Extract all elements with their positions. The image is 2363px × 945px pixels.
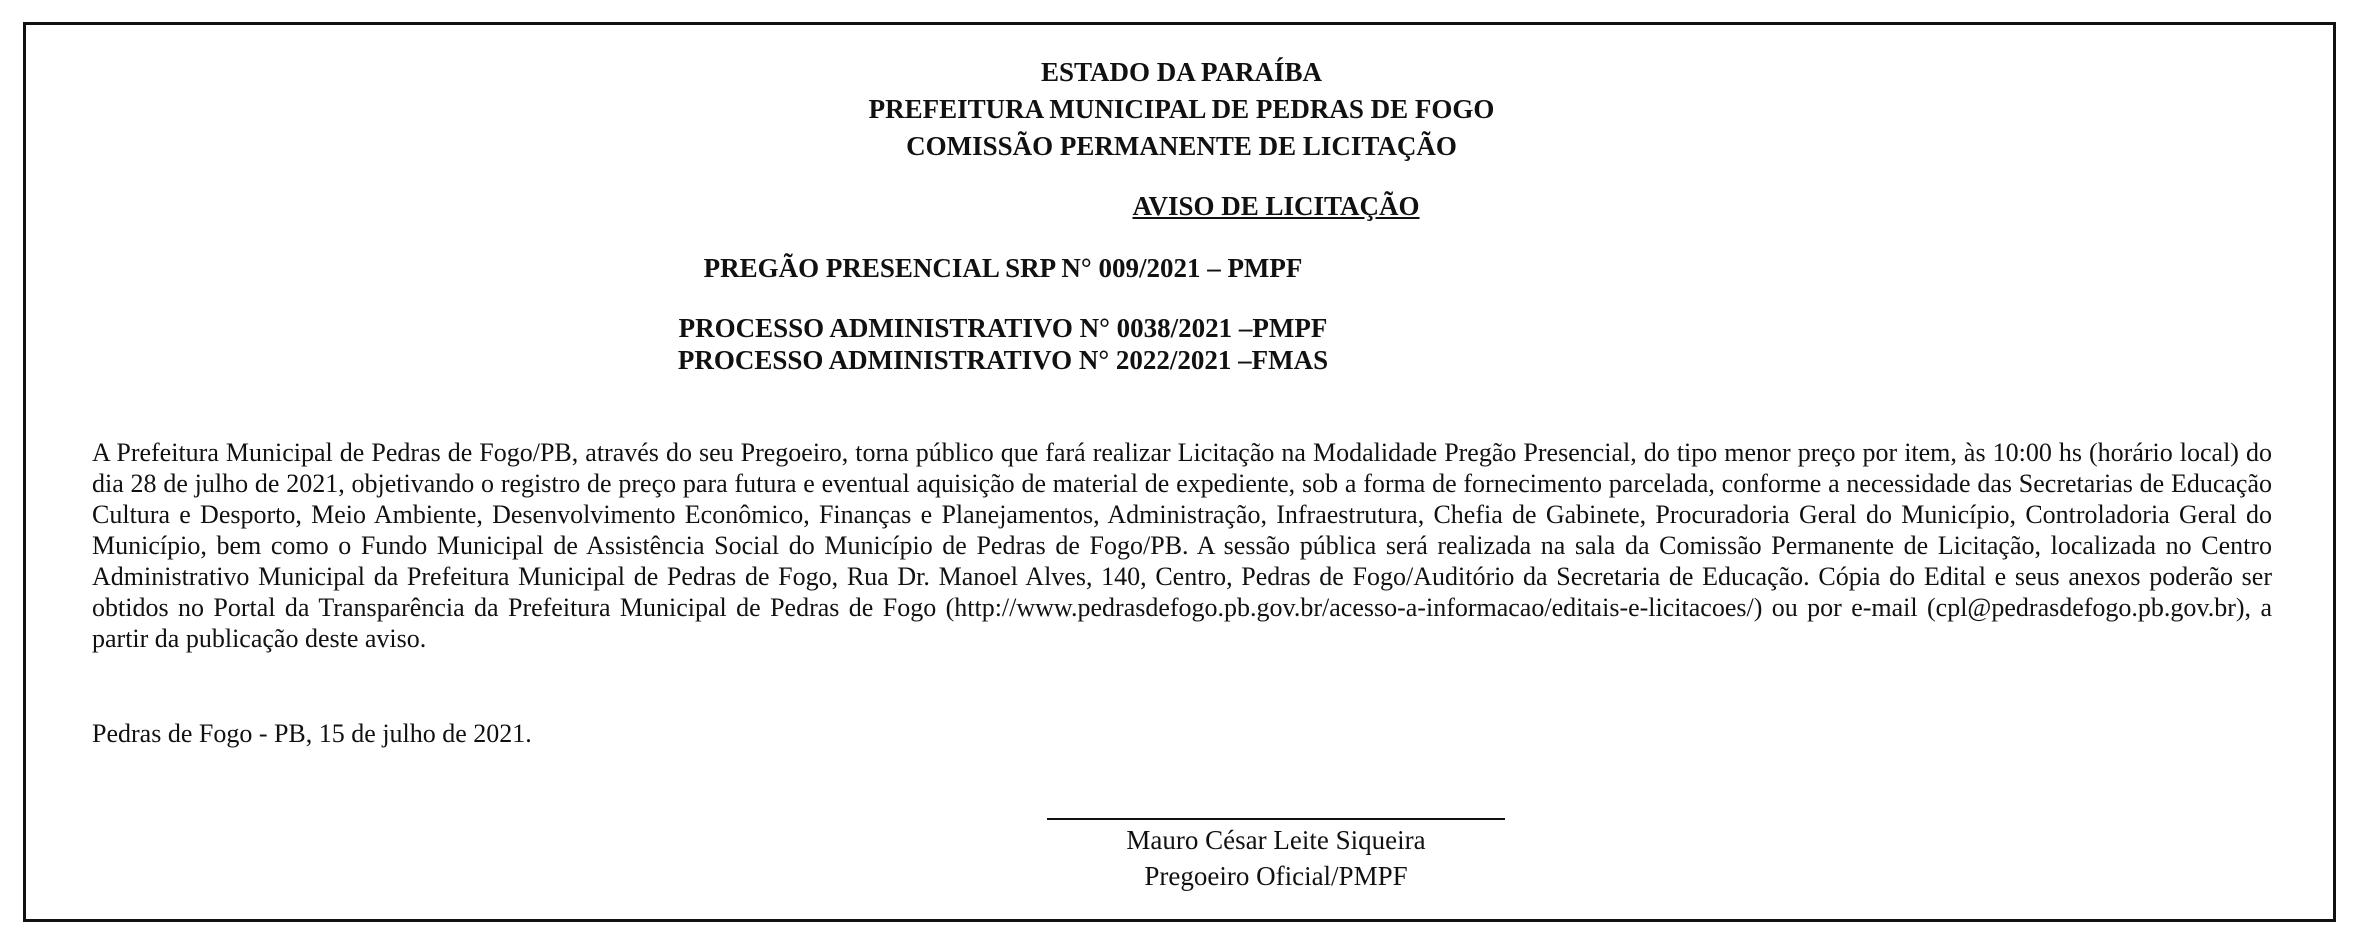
processo-line-2: PROCESSO ADMINISTRATIVO N° 2022/2021 –FMAS [677,345,1329,375]
signature-line [1047,818,1505,820]
notice-title: AVISO DE LICITAÇÃO [1132,191,1420,221]
notice-title-wrap [0,188,2363,224]
notice-body-paragraph: A Prefeitura Municipal de Pedras de Fogo/PB, através do seu Pregoeiro, torna público que fará realizar Licitação na Modalidade Pregão Presencial, do tipo menor preço por item, às 10:00 hs (horário local) do dia 28 de julho de 2021, objetivando o registro de preço para futura e eventual aquisição de material de expediente, sob a forma de fornecimento parcelada, conforme a necessidade das Secretarias de Educação Cultura e Desporto, Meio Ambiente, Desenvolvimento Econômico, Finanças e Planejamentos, Administração, Infraestrutura, Chefia de Gabinete, Procuradoria Geral do Município, Controladoria Geral do Município, bem como o Fundo Municipal de Assistência Social do Município de Pedras de Fogo/PB. A sessão pública será realizada na sala da Comissão Permanente de Licitação, localizada no Centro Administrativo Municipal da Prefeitura Municipal de Pedras de Fogo, Rua Dr. Manoel Alves, 140, Centro, Pedras de Fogo/Auditório da Secretaria de Educação. Cópia do Edital e seus anexos poderão ser obtidos no Portal da Transparência da Prefeitura Municipal de Pedras de Fogo (http://www.pedrasdefogo.pb.gov.br/acesso-a-informacao/editais-e-licitacoes/) ou por e-mail (cpl@pedrasdefogo.pb.gov.br), a partir da publicação deste aviso. [92,438,2272,653]
signature-role: Pregoeiro Oficial/PMPF [1144,861,1408,891]
header-commission: COMISSÃO PERMANENTE DE LICITAÇÃO [906,131,1457,161]
date-place: Pedras de Fogo - PB, 15 de julho de 2021. [92,719,532,748]
pregao-line: PREGÃO PRESENCIAL SRP N° 009/2021 – PMPF [703,253,1303,283]
signature-name: Mauro César Leite Siqueira [1126,825,1426,855]
processo-line-1: PROCESSO ADMINISTRATIVO N° 0038/2021 –PMPF [678,313,1328,343]
header-prefecture: PREFEITURA MUNICIPAL DE PEDRAS DE FOGO [868,94,1495,124]
header-state: ESTADO DA PARAÍBA [1040,57,1323,87]
